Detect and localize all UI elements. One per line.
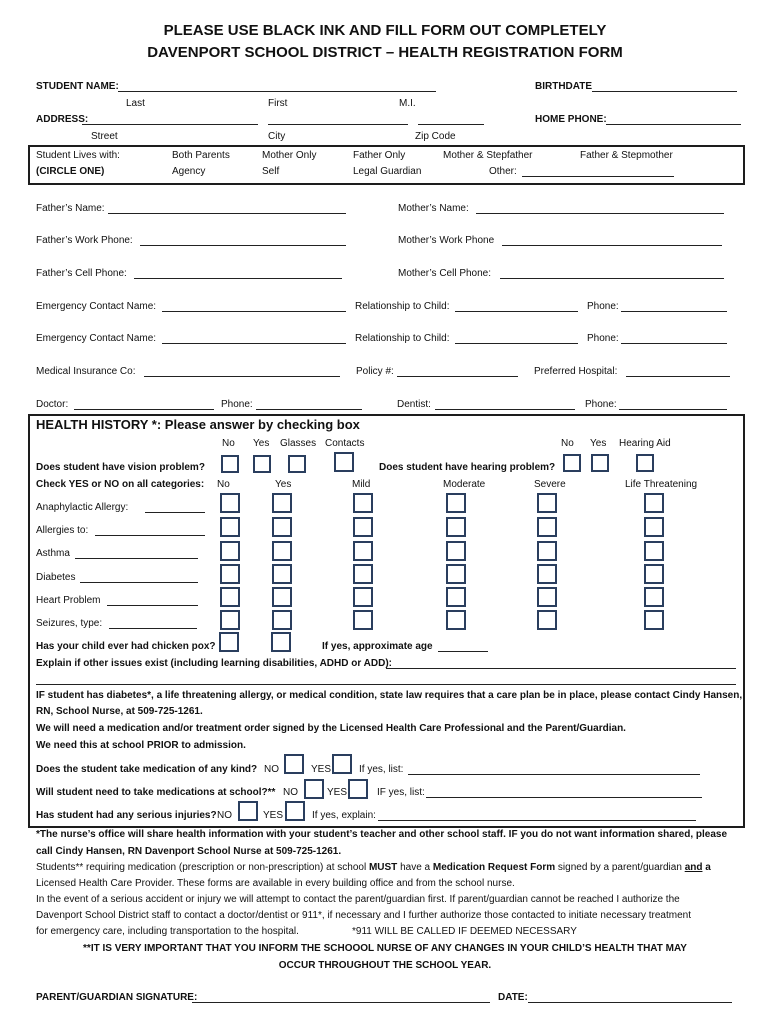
- student-name-label: STUDENT NAME:: [36, 81, 119, 92]
- diabetes-mild-checkbox[interactable]: [353, 564, 373, 584]
- date-label: DATE:: [498, 992, 528, 1003]
- father-name-field[interactable]: [108, 213, 346, 214]
- relationship-field[interactable]: [455, 311, 578, 312]
- dentist-phone-label: Phone:: [585, 399, 617, 410]
- phone-field[interactable]: [621, 311, 727, 312]
- doctor-phone-label: Phone:: [221, 399, 253, 410]
- anaphylactic-mild-checkbox[interactable]: [353, 493, 373, 513]
- emergency-note-2: Davenport School District staff to contact a doctor/dentist or 911*, if necessary and I further authorize those contacted to initiate necessary treatment: [36, 910, 691, 921]
- condition-asthma: Asthma: [36, 548, 70, 559]
- hearing-yes-checkbox[interactable]: [591, 454, 609, 472]
- date-field[interactable]: [528, 1002, 732, 1003]
- option-mother-only[interactable]: Mother Only: [262, 150, 317, 161]
- severity-life-threatening: Life Threatening: [625, 479, 698, 490]
- birthdate-label: BIRTHDATE: [535, 81, 593, 92]
- asthma-severe-checkbox[interactable]: [537, 541, 557, 561]
- doctor-label: Doctor:: [36, 399, 69, 410]
- mother-work-field[interactable]: [502, 245, 722, 246]
- injuries-yes-checkbox[interactable]: [285, 801, 305, 821]
- anaphylactic-field[interactable]: [145, 512, 205, 513]
- heart-no-checkbox[interactable]: [220, 587, 240, 607]
- check-yes-no-label: Check YES or NO on all categories:: [36, 479, 205, 490]
- medication-request-note-2: Licensed Health Care Provider. These forms are available in every building office and from the school nurse.: [36, 878, 515, 889]
- diabetes-no-checkbox[interactable]: [220, 564, 240, 584]
- severity-no: No: [217, 479, 230, 490]
- emergency-contact-label: Emergency Contact Name:: [36, 301, 157, 312]
- doctor-field[interactable]: [74, 409, 214, 410]
- seizures-mild-checkbox[interactable]: [353, 610, 373, 630]
- zip-field[interactable]: [418, 124, 484, 125]
- relationship-label: Relationship to Child:: [355, 301, 450, 312]
- heart-moderate-checkbox[interactable]: [446, 587, 466, 607]
- vision-glasses-checkbox[interactable]: [288, 455, 306, 473]
- injuries-no-checkbox[interactable]: [238, 801, 258, 821]
- address-label: ADDRESS:: [36, 114, 89, 125]
- medication-no-label: NO: [264, 764, 279, 775]
- asthma-life-threatening-checkbox[interactable]: [644, 541, 664, 561]
- injuries-no-label: NO: [217, 810, 232, 821]
- medication-question: Does the student take medication of any kind?: [36, 764, 258, 775]
- emergency-note-3: for emergency care, including transportation to the hospital.: [36, 926, 299, 937]
- mother-name-field[interactable]: [476, 213, 724, 214]
- school-medication-no-label: NO: [283, 787, 298, 798]
- school-medication-list-field[interactable]: [426, 797, 702, 798]
- important-note-2: OCCUR THROUGHOUT THE SCHOOL YEAR.: [278, 960, 492, 971]
- medication-list-field[interactable]: [408, 774, 700, 775]
- chickenpox-age-field[interactable]: [438, 651, 488, 652]
- share-note: *The nurse’s office will share health information with your student’s teacher and other school staff. IF you do not want information shared, please: [36, 829, 728, 840]
- important-note: **IT IS VERY IMPORTANT THAT YOU INFORM THE SCHOOOL NURSE OF ANY CHANGES IN YOUR CHILD’S HEALTH THAT MAY: [83, 943, 687, 954]
- severity-yes: Yes: [275, 479, 292, 490]
- policy-label: Policy #:: [356, 366, 394, 377]
- vision-contacts-checkbox[interactable]: [334, 452, 354, 472]
- medication-request-note: Students** requiring medication (prescription or non-prescription) at school MUST have a Medication Request Form signed by a parent/guardian and a: [36, 862, 711, 873]
- city-field[interactable]: [268, 124, 408, 125]
- asthma-field[interactable]: [75, 558, 198, 559]
- condition-heart: Heart Problem: [36, 595, 101, 606]
- father-cell-label: Father’s Cell Phone:: [36, 268, 127, 279]
- insurance-label: Medical Insurance Co:: [36, 366, 136, 377]
- school-medication-question: Will student need to take medications at school?**: [36, 787, 276, 798]
- condition-seizures: Seizures, type:: [36, 618, 103, 629]
- home-phone-field[interactable]: [606, 124, 741, 125]
- chickenpox-yes-checkbox[interactable]: [271, 632, 291, 652]
- explain-field-2[interactable]: [36, 684, 736, 685]
- share-note-2: call Cindy Hansen, RN Davenport School Nurse at 509-725-1261.: [36, 846, 342, 857]
- condition-allergies: Allergies to:: [36, 525, 89, 536]
- hearing-question: Does student have hearing problem?: [379, 462, 556, 473]
- school-medication-yes-label: YES: [327, 787, 348, 798]
- seizures-no-checkbox[interactable]: [220, 610, 240, 630]
- diabetes-field[interactable]: [80, 582, 198, 583]
- vision-yes-checkbox[interactable]: [253, 455, 271, 473]
- allergies-yes-checkbox[interactable]: [272, 517, 292, 537]
- heart-mild-checkbox[interactable]: [353, 587, 373, 607]
- diabetes-moderate-checkbox[interactable]: [446, 564, 466, 584]
- dentist-field[interactable]: [435, 409, 575, 410]
- allergies-severe-checkbox[interactable]: [537, 517, 557, 537]
- circle-one-label: (CIRCLE ONE): [36, 166, 105, 177]
- form-title: PLEASE USE BLACK INK AND FILL FORM OUT COMPLETELY: [163, 22, 607, 39]
- medication-list-label: If yes, list:: [359, 764, 404, 775]
- school-medication-list-label: IF yes, list:: [377, 787, 425, 798]
- phone-label-2: Phone:: [587, 333, 619, 344]
- allergies-mild-checkbox[interactable]: [353, 517, 373, 537]
- option-self[interactable]: Self: [262, 166, 280, 177]
- father-work-label: Father’s Work Phone:: [36, 235, 133, 246]
- injuries-question: Has student had any serious injuries?: [36, 810, 217, 821]
- option-other[interactable]: Other:: [489, 166, 517, 177]
- seizures-field[interactable]: [109, 628, 197, 629]
- anaphylactic-no-checkbox[interactable]: [220, 493, 240, 513]
- prior-note: We need this at school PRIOR to admission.: [36, 740, 246, 751]
- mother-name-label: Mother’s Name:: [398, 203, 469, 214]
- seizures-yes-checkbox[interactable]: [272, 610, 292, 630]
- student-name-field[interactable]: [118, 91, 436, 92]
- condition-diabetes: Diabetes: [36, 572, 76, 583]
- medication-no-checkbox[interactable]: [284, 754, 304, 774]
- birthdate-field[interactable]: [592, 91, 737, 92]
- chickenpox-no-checkbox[interactable]: [219, 632, 239, 652]
- heart-yes-checkbox[interactable]: [272, 587, 292, 607]
- emergency-911-note: *911 WILL BE CALLED IF DEEMED NECESSARY: [352, 926, 577, 937]
- mother-cell-field[interactable]: [500, 278, 724, 279]
- anaphylactic-yes-checkbox[interactable]: [272, 493, 292, 513]
- hospital-label: Preferred Hospital:: [534, 366, 618, 377]
- vision-col-no: No: [222, 438, 235, 449]
- signature-field[interactable]: [192, 1002, 490, 1003]
- diabetes-note: IF student has diabetes*, a life threatening allergy, or medical condition, state law requires that a care plan be in place, please contact Cindy Hansen,: [36, 690, 743, 701]
- emergency-contact-field-2[interactable]: [162, 343, 346, 344]
- school-medication-yes-checkbox[interactable]: [348, 779, 368, 799]
- hearing-no-checkbox[interactable]: [563, 454, 581, 472]
- order-note: We will need a medication and/or treatment order signed by the Licensed Health Care Professional and the Parent/Guardian.: [36, 723, 626, 734]
- mi-caption: M.I.: [399, 98, 416, 109]
- first-caption: First: [268, 98, 288, 109]
- street-caption: Street: [91, 131, 118, 142]
- vision-col-contacts: Contacts: [325, 438, 365, 449]
- home-phone-label: HOME PHONE:: [535, 114, 607, 125]
- mother-cell-label: Mother’s Cell Phone:: [398, 268, 492, 279]
- medication-yes-checkbox[interactable]: [332, 754, 352, 774]
- diabetes-yes-checkbox[interactable]: [272, 564, 292, 584]
- hearing-col-yes: Yes: [590, 438, 607, 449]
- phone-field-2[interactable]: [621, 343, 727, 344]
- insurance-field[interactable]: [144, 376, 340, 377]
- vision-col-yes: Yes: [253, 438, 270, 449]
- vision-question: Does student have vision problem?: [36, 462, 205, 473]
- relationship-label-2: Relationship to Child:: [355, 333, 450, 344]
- school-medication-no-checkbox[interactable]: [304, 779, 324, 799]
- hearing-col-aid: Hearing Aid: [619, 438, 671, 449]
- severity-moderate: Moderate: [443, 479, 486, 490]
- allergies-no-checkbox[interactable]: [220, 517, 240, 537]
- policy-field[interactable]: [397, 376, 518, 377]
- hearing-aid-checkbox[interactable]: [636, 454, 654, 472]
- signature-label: PARENT/GUARDIAN SIGNATURE:: [36, 992, 198, 1003]
- father-name-label: Father’s Name:: [36, 203, 105, 214]
- option-legal-guardian[interactable]: Legal Guardian: [353, 166, 422, 177]
- severity-severe: Severe: [534, 479, 566, 490]
- emergency-contact-field[interactable]: [162, 311, 346, 312]
- condition-anaphylactic: Anaphylactic Allergy:: [36, 502, 129, 513]
- emergency-note-1: In the event of a serious accident or injury we will attempt to contact the parent/guardian first. If parent/guardian cannot be reached I authorize the: [36, 894, 680, 905]
- injuries-yes-label: YES: [263, 810, 284, 821]
- heart-life-threatening-checkbox[interactable]: [644, 587, 664, 607]
- relationship-field-2[interactable]: [455, 343, 578, 344]
- option-father-only[interactable]: Father Only: [353, 150, 406, 161]
- chickenpox-age-label: If yes, approximate age: [322, 641, 433, 652]
- heart-field[interactable]: [107, 605, 198, 606]
- other-field[interactable]: [522, 176, 674, 177]
- phone-label: Phone:: [587, 301, 619, 312]
- last-caption: Last: [126, 98, 145, 109]
- seizures-severe-checkbox[interactable]: [537, 610, 557, 630]
- severity-mild: Mild: [352, 479, 371, 490]
- heart-severe-checkbox[interactable]: [537, 587, 557, 607]
- father-cell-field[interactable]: [134, 278, 342, 279]
- explain-field[interactable]: [386, 668, 736, 669]
- allergies-life-threatening-checkbox[interactable]: [644, 517, 664, 537]
- doctor-phone-field[interactable]: [256, 409, 362, 410]
- form-subtitle: DAVENPORT SCHOOL DISTRICT – HEALTH REGISTRATION FORM: [147, 44, 623, 61]
- vision-no-checkbox[interactable]: [221, 455, 239, 473]
- diabetes-life-threatening-checkbox[interactable]: [644, 564, 664, 584]
- option-both-parents[interactable]: Both Parents: [172, 150, 230, 161]
- option-agency[interactable]: Agency: [172, 166, 206, 177]
- asthma-mild-checkbox[interactable]: [353, 541, 373, 561]
- dentist-phone-field[interactable]: [619, 409, 727, 410]
- hearing-col-no: No: [561, 438, 574, 449]
- street-field[interactable]: [82, 124, 258, 125]
- seizures-moderate-checkbox[interactable]: [446, 610, 466, 630]
- chickenpox-question: Has your child ever had chicken pox?: [36, 641, 216, 652]
- injuries-explain-label: If yes, explain:: [312, 810, 376, 821]
- anaphylactic-moderate-checkbox[interactable]: [446, 493, 466, 513]
- hospital-field[interactable]: [626, 376, 730, 377]
- zip-caption: Zip Code: [415, 131, 456, 142]
- explain-label: Explain if other issues exist (including learning disabilities, ADHD or ADD):: [36, 658, 392, 669]
- option-father-stepmother[interactable]: Father & Stepmother: [580, 150, 673, 161]
- seizures-life-threatening-checkbox[interactable]: [644, 610, 664, 630]
- father-work-field[interactable]: [140, 245, 346, 246]
- anaphylactic-severe-checkbox[interactable]: [537, 493, 557, 513]
- mother-work-label: Mother’s Work Phone: [398, 235, 495, 246]
- asthma-yes-checkbox[interactable]: [272, 541, 292, 561]
- diabetes-severe-checkbox[interactable]: [537, 564, 557, 584]
- city-caption: City: [268, 131, 286, 142]
- emergency-contact-label-2: Emergency Contact Name:: [36, 333, 157, 344]
- asthma-no-checkbox[interactable]: [220, 541, 240, 561]
- allergies-moderate-checkbox[interactable]: [446, 517, 466, 537]
- medication-yes-label: YES: [311, 764, 332, 775]
- vision-col-glasses: Glasses: [280, 438, 317, 449]
- injuries-explain-field[interactable]: [378, 820, 696, 821]
- asthma-moderate-checkbox[interactable]: [446, 541, 466, 561]
- diabetes-note-2: RN, School Nurse, at 509-725-1261.: [36, 706, 203, 717]
- option-mother-stepfather[interactable]: Mother & Stepfather: [443, 150, 533, 161]
- allergies-field[interactable]: [95, 535, 205, 536]
- health-history-title: HEALTH HISTORY *: Please answer by checking box: [36, 417, 360, 432]
- lives-with-label: Student Lives with:: [36, 150, 120, 161]
- dentist-label: Dentist:: [397, 399, 431, 410]
- anaphylactic-life-threatening-checkbox[interactable]: [644, 493, 664, 513]
